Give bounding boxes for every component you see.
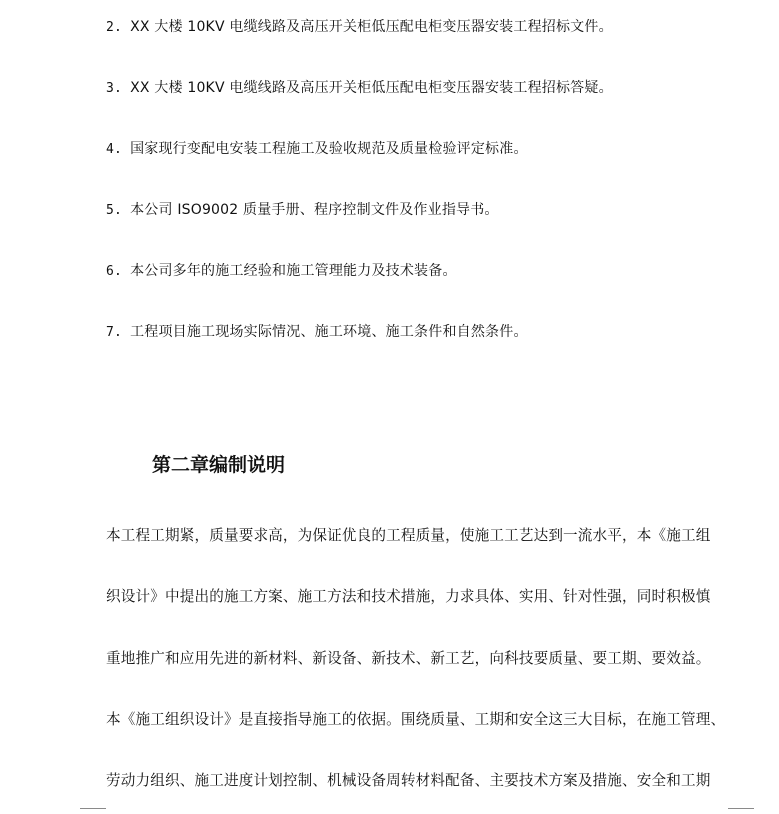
paragraph-line: 本《施工组织设计》是直接指导施工的依据。围绕质量、工期和安全这三大目标，在施工管理、 bbox=[106, 711, 726, 728]
list-item bbox=[106, 201, 499, 220]
chapter-title: 第二章编制说明 bbox=[152, 454, 286, 476]
list-item-number: 4. bbox=[106, 142, 123, 157]
margin-corner-mark-right bbox=[728, 808, 754, 809]
list-item bbox=[106, 79, 613, 98]
list-item bbox=[106, 262, 457, 281]
list-item-text: 本公司多年的施工经验和施工管理能力及技术装备。 bbox=[130, 263, 457, 279]
list-item bbox=[106, 140, 528, 159]
paragraph-line: 劳动力组织、施工进度计划控制、机械设备周转材料配备、主要技术方案及措施、安全和工期 bbox=[106, 772, 711, 789]
list-item-number: 7. bbox=[106, 325, 123, 340]
list-item bbox=[106, 323, 528, 342]
list-item-text: XX 大楼 10KV 电缆线路及高压开关柜低压配电柜变压器安装工程招标文件。 bbox=[130, 19, 613, 35]
list-item-number: 2. bbox=[106, 20, 123, 35]
paragraph-line: 本工程工期紧，质量要求高，为保证优良的工程质量，使施工工艺达到一流水平，本《施工组 bbox=[106, 527, 711, 544]
list-item-number: 3. bbox=[106, 81, 123, 96]
paragraph-line: 织设计》中提出的施工方案、施工方法和技术措施，力求具体、实用、针对性强，同时积极慎 bbox=[106, 588, 711, 605]
list-item-text: XX 大楼 10KV 电缆线路及高压开关柜低压配电柜变压器安装工程招标答疑。 bbox=[130, 80, 613, 96]
list-item-text: 工程项目施工现场实际情况、施工环境、施工条件和自然条件。 bbox=[130, 324, 528, 340]
list-item-text: 本公司 ISO9002 质量手册、程序控制文件及作业指导书。 bbox=[130, 202, 499, 218]
list-item-number: 5. bbox=[106, 203, 123, 218]
paragraph-line: 重地推广和应用先进的新材料、新设备、新技术、新工艺，向科技要质量、要工期、要效益。 bbox=[106, 650, 711, 667]
list-item bbox=[106, 18, 613, 37]
list-item-number: 6. bbox=[106, 264, 123, 279]
margin-corner-mark-left bbox=[80, 808, 106, 809]
list-item-text: 国家现行变配电安装工程施工及验收规范及质量检验评定标准。 bbox=[130, 141, 528, 157]
